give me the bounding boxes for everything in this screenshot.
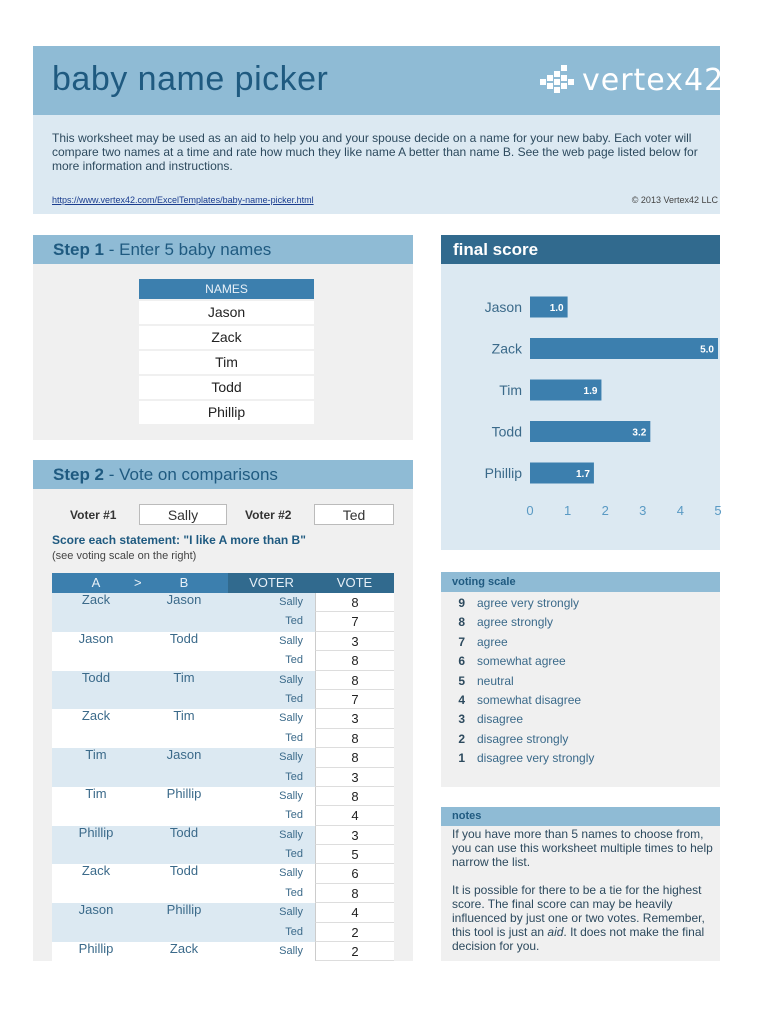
voter-name: Ted bbox=[228, 806, 315, 825]
vote-row bbox=[52, 903, 394, 922]
vote-table-body bbox=[52, 593, 394, 961]
name-b bbox=[140, 884, 228, 903]
vote-row bbox=[52, 884, 394, 903]
scale-number: 7 bbox=[458, 634, 465, 649]
vote-input[interactable]: 2 bbox=[315, 942, 394, 961]
name-b: Tim bbox=[140, 709, 228, 728]
notes-para-1: If you have more than 5 names to choose from, you can use this worksheet multiple times to help narrow the list. bbox=[452, 827, 713, 869]
vote-table bbox=[52, 573, 394, 961]
voter-name: Sally bbox=[228, 826, 315, 845]
voter-name: Sally bbox=[228, 903, 315, 922]
bar-value-label: 1.9 bbox=[583, 386, 598, 397]
step1-label-bold: Step 1 bbox=[53, 240, 105, 259]
scale-label: disagree bbox=[477, 712, 524, 727]
category-label: Zack bbox=[491, 340, 522, 357]
vote-row bbox=[52, 787, 394, 806]
notes-para-2-em: aid bbox=[547, 925, 564, 939]
notes-title: notes bbox=[441, 807, 720, 826]
vote-table-header bbox=[52, 573, 394, 593]
scale-item bbox=[441, 710, 720, 729]
vote-row bbox=[52, 864, 394, 883]
bar-value-label: 3.2 bbox=[632, 427, 647, 439]
x-tick-label: 5 bbox=[714, 503, 722, 518]
name-a: Zack bbox=[52, 709, 140, 728]
vote-input[interactable]: 7 bbox=[315, 690, 394, 709]
voter2-label: Voter #2 bbox=[245, 508, 292, 522]
name-b: Phillip bbox=[140, 903, 228, 922]
name-b bbox=[140, 612, 228, 631]
voter-name: Ted bbox=[228, 729, 315, 748]
name-b: Jason bbox=[140, 593, 228, 612]
vote-input[interactable]: 4 bbox=[315, 903, 394, 922]
comparison-group bbox=[52, 593, 394, 632]
vote-row bbox=[52, 690, 394, 709]
name-b: Todd bbox=[140, 864, 228, 883]
scale-label: agree strongly bbox=[477, 615, 554, 630]
copyright: © 2013 Vertex42 LLC bbox=[631, 195, 718, 205]
vote-row bbox=[52, 593, 394, 612]
step2-heading bbox=[33, 460, 413, 489]
vote-row bbox=[52, 923, 394, 942]
notes-para-2-a: It is possible for there to be a tie for the highest score. The final score can may be heavily influenced by just one or two votes. Remember, this tool is just an bbox=[452, 883, 705, 939]
notes-para-2 bbox=[452, 883, 718, 953]
voter-name: Ted bbox=[228, 923, 315, 942]
voter-name: Sally bbox=[228, 632, 315, 651]
comparison-group bbox=[52, 671, 394, 710]
vote-row bbox=[52, 651, 394, 670]
category-label: Tim bbox=[499, 382, 522, 398]
voting-scale-title: voting scale bbox=[441, 572, 720, 592]
voter-name: Sally bbox=[228, 787, 315, 806]
voter-name: Sally bbox=[228, 709, 315, 728]
scale-label: neutral bbox=[477, 673, 514, 688]
x-tick-label: 1 bbox=[563, 503, 572, 518]
comparison-group bbox=[52, 748, 394, 787]
vote-row bbox=[52, 768, 394, 787]
name-a bbox=[52, 651, 140, 670]
scale-item bbox=[441, 730, 720, 749]
vote-row bbox=[52, 709, 394, 728]
vote-input[interactable]: 3 bbox=[315, 826, 394, 845]
scale-number: 9 bbox=[458, 596, 465, 610]
comparison-group bbox=[52, 903, 394, 942]
vote-input[interactable]: 6 bbox=[315, 864, 394, 883]
voter-name: Ted bbox=[228, 612, 315, 631]
name-a: Zack bbox=[52, 864, 140, 883]
logo-text: vertex42 bbox=[582, 62, 725, 98]
step1-heading bbox=[33, 235, 413, 264]
scale-item bbox=[441, 594, 720, 613]
x-tick-label: 2 bbox=[601, 503, 609, 518]
name-input[interactable]: Todd bbox=[139, 376, 314, 399]
step2-label-bold: Step 2 bbox=[53, 465, 105, 484]
vote-input[interactable]: 8 bbox=[315, 651, 394, 670]
comparison-group bbox=[52, 942, 394, 961]
name-b bbox=[140, 806, 228, 825]
name-a bbox=[52, 690, 140, 709]
category-label: Jason bbox=[484, 299, 522, 315]
vote-input[interactable]: 3 bbox=[315, 709, 394, 728]
vote-row bbox=[52, 942, 394, 961]
scale-number: 4 bbox=[458, 692, 465, 707]
step2-label-rest: - Vote on comparisons bbox=[104, 465, 278, 484]
intro-text: This worksheet may be used as an aid to help you and your spouse decide on a name for your new baby. Each voter will compare two names at a time and rate how much they like name A better than name B. See the web page listed below for more information and instructions. bbox=[52, 131, 698, 173]
vote-row bbox=[52, 845, 394, 864]
logo-mark-icon bbox=[540, 65, 574, 95]
col-vote-header: VOTE bbox=[315, 573, 394, 593]
scale-label: agree very strongly bbox=[477, 596, 580, 610]
vote-input[interactable]: 5 bbox=[315, 845, 394, 864]
name-b: Jason bbox=[140, 748, 228, 767]
name-b: Zack bbox=[140, 942, 228, 961]
step1-label-rest: - Enter 5 baby names bbox=[104, 240, 272, 259]
notes-para-2-b: . It does not make the final decision for you. bbox=[452, 925, 705, 953]
vote-row bbox=[52, 671, 394, 690]
voting-scale-list bbox=[441, 594, 720, 769]
vote-input[interactable]: 8 bbox=[315, 787, 394, 806]
vote-row bbox=[52, 612, 394, 631]
scale-label: disagree very strongly bbox=[477, 751, 595, 766]
bar-value-label: 1.7 bbox=[576, 469, 590, 480]
scale-number: 8 bbox=[458, 615, 465, 630]
voter-name: Sally bbox=[228, 593, 315, 612]
name-a bbox=[52, 884, 140, 903]
score-bar bbox=[530, 338, 718, 359]
x-tick-label: 3 bbox=[639, 503, 647, 518]
scale-item bbox=[441, 652, 720, 671]
x-tick-label: 0 bbox=[526, 503, 534, 518]
name-b: Phillip bbox=[140, 787, 228, 806]
voter-name: Sally bbox=[228, 942, 315, 961]
vote-row bbox=[52, 632, 394, 651]
voter-name: Sally bbox=[228, 671, 315, 690]
category-label: Phillip bbox=[484, 465, 522, 481]
name-a: Tim bbox=[52, 787, 140, 806]
voter-name: Ted bbox=[228, 845, 315, 864]
vote-input[interactable]: 2 bbox=[315, 923, 394, 942]
category-label: Todd bbox=[491, 423, 522, 440]
name-a bbox=[52, 806, 140, 825]
x-tick-label: 4 bbox=[676, 503, 685, 518]
name-a: Phillip bbox=[52, 826, 140, 845]
comparison-group bbox=[52, 787, 394, 826]
voter-name: Sally bbox=[228, 748, 315, 767]
name-a: Phillip bbox=[52, 942, 140, 961]
name-b: Todd bbox=[140, 826, 228, 845]
vote-row bbox=[52, 729, 394, 748]
scale-number: 5 bbox=[458, 673, 465, 688]
name-a bbox=[52, 923, 140, 942]
vote-input[interactable]: 8 bbox=[315, 593, 394, 612]
vote-input[interactable]: 3 bbox=[315, 632, 394, 651]
name-input[interactable]: Tim bbox=[139, 351, 314, 374]
scale-item bbox=[441, 672, 720, 691]
vote-input[interactable]: 8 bbox=[315, 884, 394, 903]
scale-number: 6 bbox=[458, 654, 465, 669]
vote-row bbox=[52, 806, 394, 825]
name-a bbox=[52, 845, 140, 864]
voter2-name-input[interactable]: Ted bbox=[314, 504, 394, 525]
voter-name: Ted bbox=[228, 768, 315, 787]
name-b: Tim bbox=[140, 671, 228, 690]
name-b bbox=[140, 729, 228, 748]
name-a bbox=[52, 768, 140, 787]
comparison-group bbox=[52, 864, 394, 903]
vote-input[interactable]: 8 bbox=[315, 748, 394, 767]
comparison-group bbox=[52, 632, 394, 671]
page-title: baby name picker bbox=[52, 60, 329, 98]
voter-name: Ted bbox=[228, 884, 315, 903]
scale-item bbox=[441, 613, 720, 632]
name-a: Jason bbox=[52, 903, 140, 922]
vote-row bbox=[52, 826, 394, 845]
name-a: Zack bbox=[52, 593, 140, 612]
vertex42-logo bbox=[540, 62, 724, 98]
voter-name: Ted bbox=[228, 651, 315, 670]
voter-name: Ted bbox=[228, 690, 315, 709]
voter1-name-input[interactable]: Sally bbox=[139, 504, 227, 525]
notes-body bbox=[452, 827, 718, 967]
score-instruction: Score each statement: "I like A more than B" bbox=[52, 533, 306, 547]
scale-number: 1 bbox=[458, 751, 465, 766]
bar-value-label: 1.0 bbox=[549, 303, 564, 314]
name-b bbox=[140, 768, 228, 787]
scale-label: somewhat disagree bbox=[477, 692, 582, 707]
scale-item bbox=[441, 749, 720, 768]
name-b bbox=[140, 923, 228, 942]
scale-item bbox=[441, 633, 720, 652]
score-instruction-sub: (see voting scale on the right) bbox=[52, 550, 197, 562]
scale-number: 2 bbox=[458, 731, 465, 746]
name-b bbox=[140, 690, 228, 709]
scale-item bbox=[441, 691, 720, 710]
final-score-title: final score bbox=[441, 235, 720, 264]
name-b: Todd bbox=[140, 632, 228, 651]
voter-name: Sally bbox=[228, 864, 315, 883]
name-b bbox=[140, 651, 228, 670]
name-a: Tim bbox=[52, 748, 140, 767]
vote-input[interactable]: 7 bbox=[315, 612, 394, 631]
vote-input[interactable]: 8 bbox=[315, 671, 394, 690]
name-a: Jason bbox=[52, 632, 140, 651]
name-a bbox=[52, 729, 140, 748]
name-input[interactable]: Phillip bbox=[139, 401, 314, 424]
name-b bbox=[140, 845, 228, 864]
comparison-group bbox=[52, 826, 394, 865]
vote-input[interactable]: 3 bbox=[315, 768, 394, 787]
bar-value-label: 5.0 bbox=[700, 344, 714, 356]
template-link[interactable]: https://www.vertex42.com/ExcelTemplates/baby-name-picker.html bbox=[52, 195, 314, 205]
comparison-group bbox=[52, 709, 394, 748]
name-a bbox=[52, 612, 140, 631]
col-a-header: A bbox=[52, 573, 140, 593]
vote-input[interactable]: 4 bbox=[315, 806, 394, 825]
col-voter-header: VOTER bbox=[228, 573, 315, 593]
names-header: NAMES bbox=[139, 279, 314, 299]
scale-label: somewhat agree bbox=[477, 654, 566, 669]
scale-number: 3 bbox=[458, 712, 465, 727]
name-input[interactable]: Jason bbox=[139, 301, 314, 324]
names-table bbox=[139, 279, 314, 424]
col-b-header: B bbox=[140, 573, 228, 593]
col-gt-header: > bbox=[134, 575, 142, 590]
vote-row bbox=[52, 748, 394, 767]
name-a: Todd bbox=[52, 671, 140, 690]
scale-label: disagree strongly bbox=[477, 731, 569, 746]
final-score-chart bbox=[441, 264, 720, 550]
name-input[interactable]: Zack bbox=[139, 326, 314, 349]
vote-input[interactable]: 8 bbox=[315, 729, 394, 748]
voter1-label: Voter #1 bbox=[70, 508, 117, 522]
scale-label: agree bbox=[477, 634, 508, 649]
